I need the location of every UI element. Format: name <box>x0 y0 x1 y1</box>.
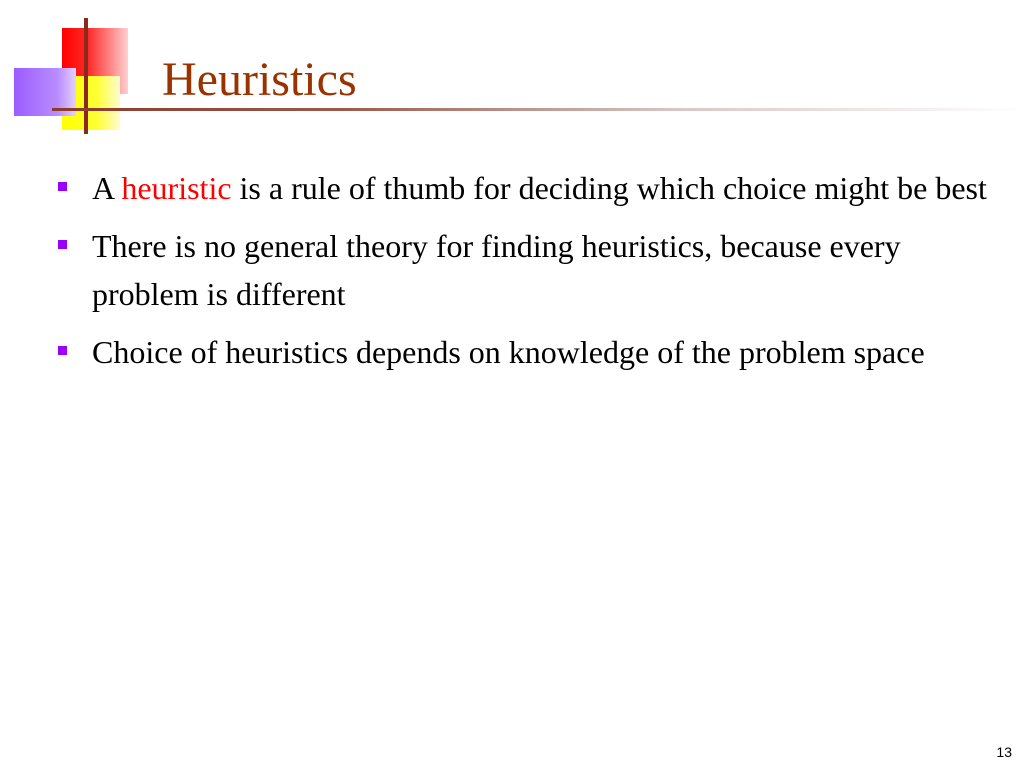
bullet-text: Choice of heuristics depends on knowledge of the problem space <box>92 334 925 370</box>
title-underline <box>52 108 1024 111</box>
square-bullet-icon <box>58 346 67 355</box>
bullet-text-prefix: A <box>92 170 122 206</box>
bullet-text: There is no general theory for finding heuristics, because every problem is different <box>92 228 901 312</box>
square-bullet-icon <box>58 240 67 249</box>
bullet-text-suffix: is a rule of thumb for deciding which choice might be best <box>231 170 987 206</box>
bullet-item <box>56 164 996 212</box>
bullet-item <box>56 328 996 376</box>
square-bullet-icon <box>58 182 67 191</box>
logo-vertical-line <box>84 18 88 134</box>
bullet-item <box>56 222 996 318</box>
highlighted-term: heuristic <box>121 170 232 206</box>
slide-title: Heuristics <box>162 53 357 106</box>
page-number: 13 <box>996 744 1012 760</box>
bullet-list <box>56 164 996 386</box>
